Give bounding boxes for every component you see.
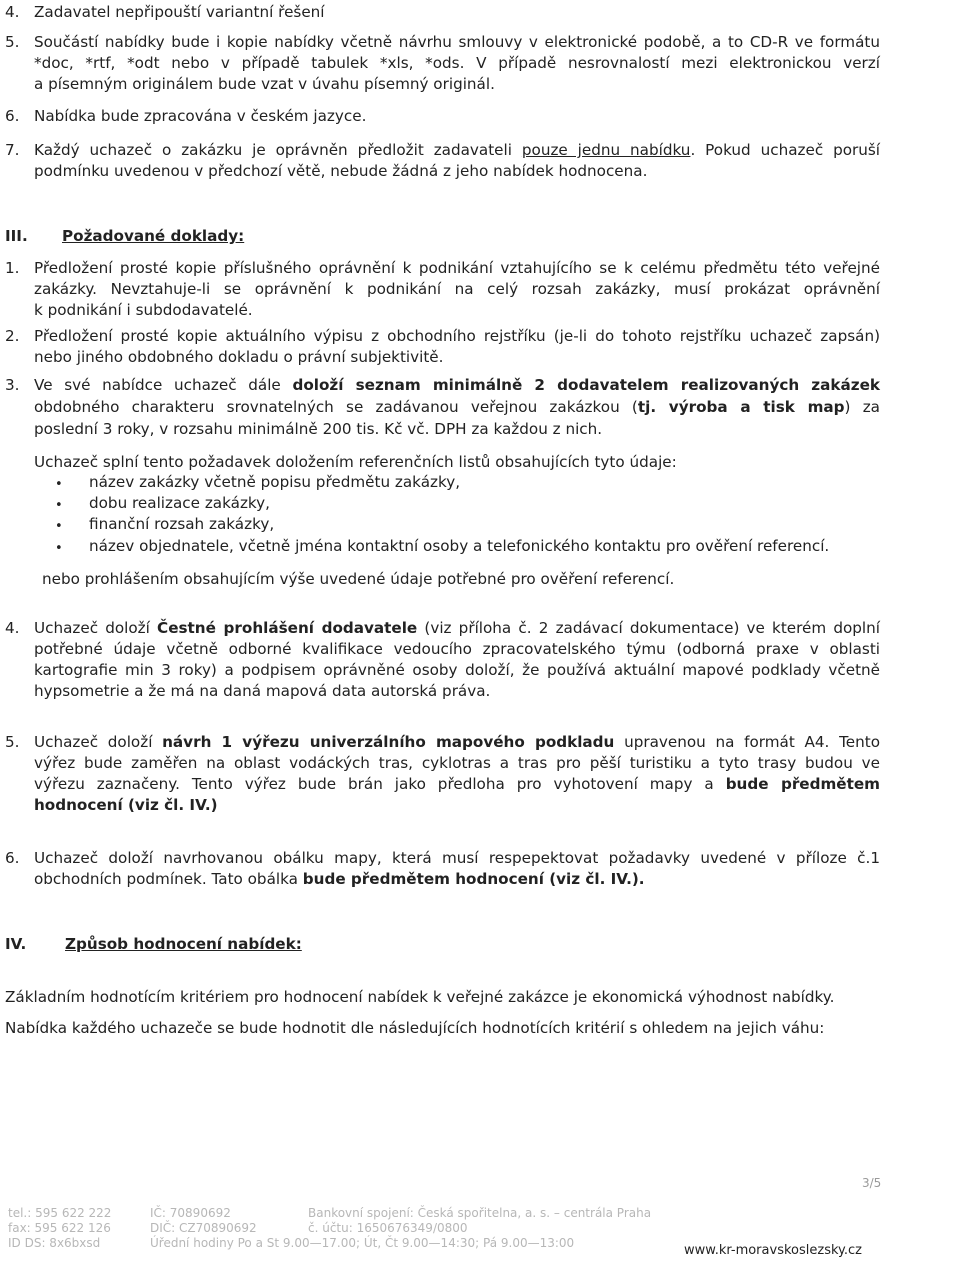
item-number: 1.: [5, 259, 20, 277]
item-text-line: Předložení prosté kopie příslušného oprávnění k podnikání vztahujícího se k celému předmětu této veřejné: [34, 259, 880, 277]
footer-bank-name: Bankovní spojení: Česká spořitelna, a. s. – centrála Praha: [308, 1206, 652, 1220]
item-text-line: Uchazeč doloží návrh 1 výřezu univerzálního mapového podkladu upravenou na formát A4. Tento: [34, 733, 880, 751]
footer-ico: IČ: 70890692: [150, 1206, 231, 1220]
item-text-line: a písemným originálem bude vzat v úvahu písemný originál.: [34, 75, 495, 93]
item-text-line: Součástí nabídky bude i kopie nabídky včetně návrhu smlouvy v elektronické podobě, a to CD-R ve formátu: [34, 33, 880, 51]
references-intro: Uchazeč splní tento požadavek doložením referenčních listů obsahujících tyto údaje:: [34, 453, 677, 471]
underlined-phrase: pouze jednu nabídku: [521, 141, 691, 159]
bullet-icon: •: [55, 541, 63, 556]
footer-bank: [308, 1206, 651, 1236]
item-text-line: výřez bude zaměřen na oblast vodáckých tras, cyklotras a tras pro pěší turistiku a tyto trasy budou ve: [34, 754, 880, 772]
footer-phone: tel.: 595 622 222: [8, 1206, 112, 1220]
footer-data-box: ID DS: 8x6bxsd: [8, 1236, 101, 1250]
footer-office-hours: Úřední hodiny Po a St 9.00—17.00; Út, Čt 9.00—14:30; Pá 9.00—13:00: [150, 1236, 575, 1250]
item-number: 4.: [5, 619, 20, 637]
item-text-line: nebo jiného obdobného dokladu o právní subjektivitě.: [34, 348, 444, 366]
item-text-line: výřezu zaznačeny. Tento výřez bude brán jako předloha pro vyhotovení mapy a bude předmětem: [34, 775, 880, 793]
item-text-line: poslední 3 roky, v rozsahu minimálně 200 tis. Kč vč. DPH za každou z nich.: [34, 420, 603, 438]
section-number: IV.: [5, 935, 27, 953]
paragraph: Nabídka každého uchazeče se bude hodnotit dle následujících hodnotících kritérií s ohledem na jejich váhu:: [5, 1019, 825, 1037]
item-text-line: *doc, *rtf, *odt nebo v případě tabulek *xls, *ods. V případě nesrovnalostí mezi elektronickou verzí: [34, 54, 880, 72]
item-number: 6.: [5, 107, 20, 125]
bullet-icon: •: [55, 498, 63, 513]
item-text: Zadavatel nepřipouští variantní řešení: [34, 3, 325, 21]
item-text-line: podmínku uvedenou v předchozí větě, nebude žádná z jeho nabídek hodnocena.: [34, 162, 648, 180]
item-number: 7.: [5, 141, 20, 159]
section-number: III.: [5, 227, 28, 245]
item-number: 2.: [5, 327, 20, 345]
item-text-line: Předložení prosté kopie aktuálního výpisu z obchodního rejstříku (je-li do tohoto rejstříku uchazeč zapsán): [34, 327, 880, 345]
item-text-line: obchodních podmínek. Tato obálka bude předmětem hodnocení (viz čl. IV.).: [34, 870, 645, 888]
footer-contact: [8, 1206, 111, 1251]
bullet-item: dobu realizace zakázky,: [89, 494, 270, 512]
item-text: Nabídka bude zpracována v českém jazyce.: [34, 107, 367, 125]
footer-account: č. účtu: 1650676349/0800: [308, 1221, 468, 1235]
item-text-line: zakázky. Nevztahuje-li se oprávnění k podnikání na celý rozsah zakázky, musí prokázat oprávnění: [34, 280, 880, 298]
item-number: 5.: [5, 33, 20, 51]
item-text-line: obdobného charakteru srovnatelných se zadávanou veřejnou zakázkou (tj. výroba a tisk map) za: [34, 398, 880, 416]
bullet-item: finanční rozsah zakázky,: [89, 515, 275, 533]
item-text-line: Ve své nabídce uchazeč dále doloží seznam minimálně 2 dodavatelem realizovaných zakázek: [34, 376, 880, 394]
references-alternative: nebo prohlášením obsahujícím výše uvedené údaje potřebné pro ověření referencí.: [42, 570, 675, 588]
footer-fax: fax: 595 622 126: [8, 1221, 111, 1235]
item-text-line: Uchazeč doloží Čestné prohlášení dodavatele (viz příloha č. 2 zadávací dokumentace) ve kterém doplní: [34, 619, 880, 637]
footer-dic: DIČ: CZ70890692: [150, 1221, 257, 1235]
item-text-line: Každý uchazeč o zakázku je oprávněn předložit zadavateli pouze jednu nabídku. Pokud uchazeč poruší: [34, 141, 881, 159]
page-number: 3/5: [862, 1176, 882, 1190]
paragraph: Základním hodnotícím kritériem pro hodnocení nabídek k veřejné zakázce je ekonomická výhodnost nabídky.: [5, 988, 835, 1006]
bullet-icon: •: [55, 477, 63, 492]
item-text-line: k podnikání i subdodavatelé.: [34, 301, 253, 319]
item-number: 4.: [5, 3, 20, 21]
item-text-line: potřebné údaje včetně odborné kvalifikace vedoucího zpracovatelského týmu (odborná praxe v oblasti: [34, 640, 880, 658]
item-text-line: hodnocení (viz čl. IV.): [34, 796, 218, 814]
item-text-line: hypsometrie a že má na daná mapová data autorská práva.: [34, 682, 491, 700]
bullet-item: název objednatele, včetně jména kontaktní osoby a telefonického kontaktu pro ověření referencí.: [89, 537, 830, 555]
item-text-line: kartografie min 3 roky) a podpisem oprávněné osoby doloží, že používá aktuální mapové podklady včetně: [34, 661, 880, 679]
item-number: 3.: [5, 376, 20, 394]
item-number: 5.: [5, 733, 20, 751]
bullet-icon: •: [55, 519, 63, 534]
item-number: 6.: [5, 849, 20, 867]
item-text-line: Uchazeč doloží navrhovanou obálku mapy, která musí respepektovat požadavky uvedené v příloze č.1: [34, 849, 880, 867]
footer-website-link[interactable]: www.kr-moravskoslezsky.cz: [684, 1243, 862, 1258]
section-title: Způsob hodnocení nabídek:: [65, 935, 302, 953]
bullet-item: název zakázky včetně popisu předmětu zakázky,: [89, 473, 461, 491]
section-title: Požadované doklady:: [62, 227, 245, 245]
